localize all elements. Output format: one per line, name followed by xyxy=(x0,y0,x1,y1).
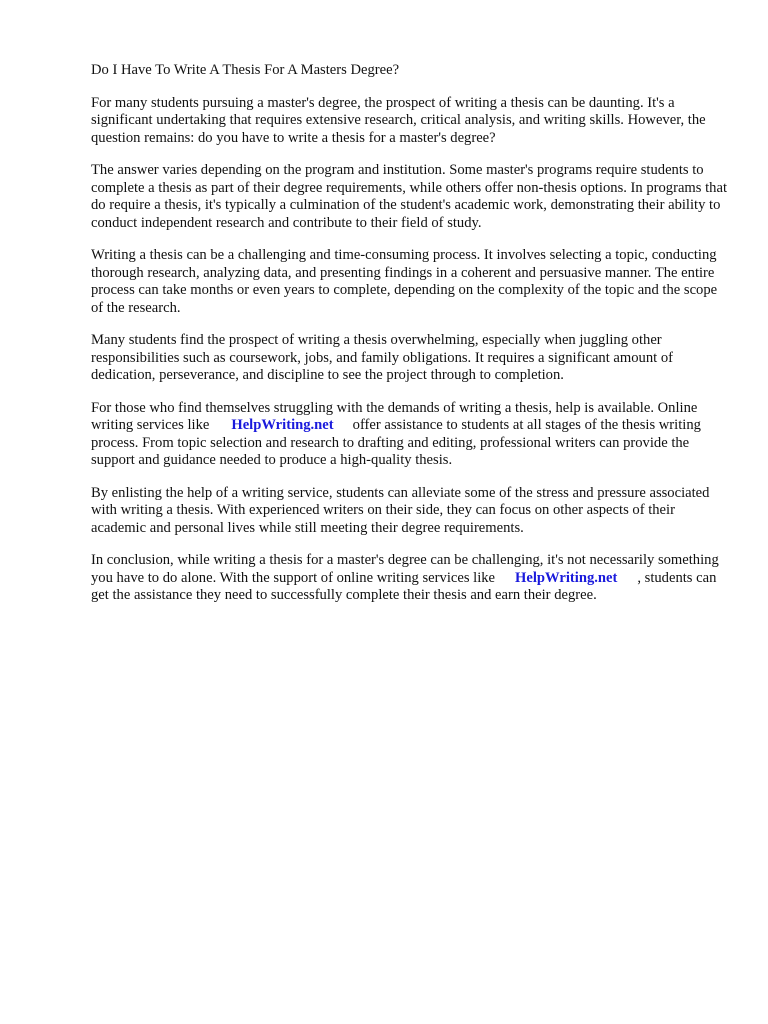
helpwriting-link-conclusion[interactable]: HelpWriting.net xyxy=(515,569,618,586)
helpwriting-link[interactable]: HelpWriting.net xyxy=(231,417,334,433)
document-page xyxy=(91,62,731,620)
paragraph-help-text-after: offer assistance to students at all stages of the thesis writing process. From topic selection and research to drafting and editing, professional writers can provide the support and guidance needed to produce a high-quality thesis. xyxy=(91,417,701,468)
paragraph-answer: The answer varies depending on the program and institution. Some master's programs require students to complete a thesis as part of their degree requirements, while others offer non-thesis options. In programs that do require a thesis, it's typically a culmination of the student's academic work, demonstrating their ability to conduct independent research and contribute to their field of study. xyxy=(91,162,727,231)
paragraph-service: By enlisting the help of a writing service, students can alleviate some of the stress and pressure associated with writing a thesis. With experienced writers on their side, they can focus on other aspects of their academic and personal lives while still meeting their degree requirements. xyxy=(91,484,710,536)
paragraph-process: Writing a thesis can be a challenging and time-consuming process. It involves selecting a topic, conducting thorough research, analyzing data, and presenting findings in a coherent and persuasive manner. The entire process can take months or even years to complete, depending on the complexity of the topic and the scope of the research. xyxy=(91,247,718,316)
paragraph-conclusion-text-before: In conclusion, while writing a thesis for a master's degree can be challenging, it's not necessarily something you have to do alone. With the support of online writing services like xyxy=(91,552,719,586)
paragraph-conclusion-text-after: , students can get the assistance they need to successfully complete their thesis and earn their degree. xyxy=(91,569,717,603)
paragraph-overwhelm: Many students find the prospect of writing a thesis overwhelming, especially when juggling other responsibilities such as coursework, jobs, and family obligations. It requires a significant amount of dedication, perseverance, and discipline to see the project through to completion. xyxy=(91,332,674,383)
paragraph-help xyxy=(91,400,731,470)
paragraph-conclusion xyxy=(91,552,731,605)
paragraph-help-text-before: For those who find themselves struggling with the demands of writing a thesis, help is available. Online writing services like xyxy=(91,399,698,433)
document-title: Do I Have To Write A Thesis For A Masters Degree? xyxy=(91,62,400,78)
paragraph-intro: For many students pursuing a master's degree, the prospect of writing a thesis can be daunting. It's a significant undertaking that requires extensive research, critical analysis, and writing skills. However, the question remains: do you have to write a thesis for a master's degree? xyxy=(91,94,706,146)
